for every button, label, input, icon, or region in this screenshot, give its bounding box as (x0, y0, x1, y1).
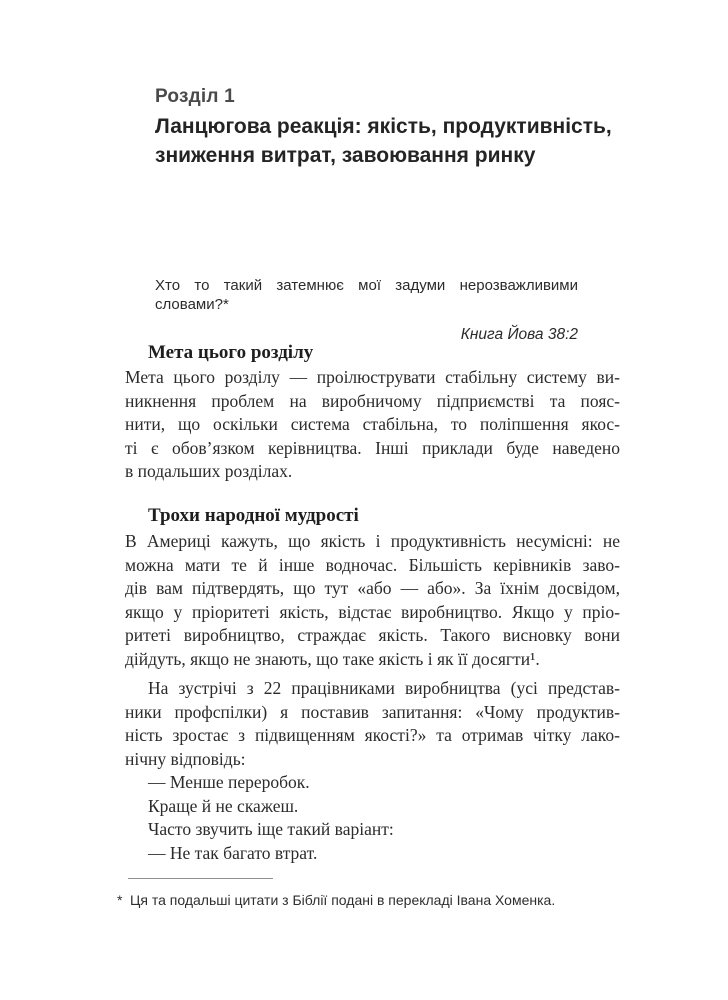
text-line: Часто звучить іще такий варіант: (148, 819, 394, 839)
epigraph-quote: Хто то такий затемнює мої задуми нерозважливими словами?* (155, 277, 578, 313)
text-line: дів вам підтвердять, що тут «або — або». За їхнім досвідом, (125, 578, 620, 598)
text-line: нити, що оскільки система стабільна, то поліпшення якос- (125, 414, 620, 434)
epigraph-attribution: Книга Йова 38:2 (460, 326, 578, 343)
chapter-title-line: зниження витрат, завоювання ринку (155, 144, 536, 167)
text-line: в подальших розділах. (125, 461, 293, 481)
dialogue-lines (125, 771, 620, 865)
text-line: В Америці кажуть, що якість і продуктивність несумісні: не (125, 531, 620, 551)
chapter-title (155, 112, 615, 170)
text-line: Мета цього розділу — проілюструвати стабільну систему ви- (125, 367, 620, 387)
text-line: — Не так багато втрат. (148, 842, 318, 863)
chapter-number-label: Розділ 1 (155, 86, 235, 107)
text-line: ритеті виробництво, страждає якість. Такого висновку вони (125, 625, 620, 645)
footnote-divider (128, 878, 273, 879)
epigraph (155, 276, 578, 344)
text-line: нічну відповідь: (125, 748, 246, 769)
paragraph-wisdom-1 (125, 530, 620, 671)
footnote (117, 891, 557, 909)
footnote-marker: * (117, 892, 123, 908)
text-line: никнення проблем на виробничому підприємстві та пояс- (125, 390, 620, 411)
section-heading-wisdom: Трохи народної мудрості (148, 505, 359, 526)
text-line: На зустрічі з 22 працівниками виробництва (усі представ- (148, 678, 620, 698)
text-line: можна мати те й інше водночас. Більшість керівників заво- (125, 554, 620, 575)
section-heading-goal: Мета цього розділу (148, 342, 314, 363)
chapter-title-line: Ланцюгова реакція: якість, продуктивність, (155, 115, 612, 138)
text-line: Краще й не скажеш. (148, 795, 299, 816)
paragraph-goal (125, 366, 620, 484)
text-line: — Менше переробок. (148, 772, 310, 792)
text-line: ники профспілки) я поставив запитання: «Чому продуктив- (125, 701, 620, 722)
paragraph-wisdom-2 (125, 677, 620, 771)
text-line: дійдуть, якщо не знають, що таке якість і як її досягти¹. (125, 648, 540, 669)
chapter-head (155, 86, 615, 170)
text-line: якщо у пріоритеті якість, відстає виробництво. Якщо у пріо- (125, 601, 620, 622)
text-line: ті є обов’язком керівництва. Інші приклади буде наведено (125, 437, 620, 458)
footnote-text: Ця та подальші цитати з Біблії подані в перекладі Івана Хоменка. (130, 892, 556, 908)
text-line: ність зростає з підвищенням якості?» та отримав чітку лако- (125, 725, 620, 745)
